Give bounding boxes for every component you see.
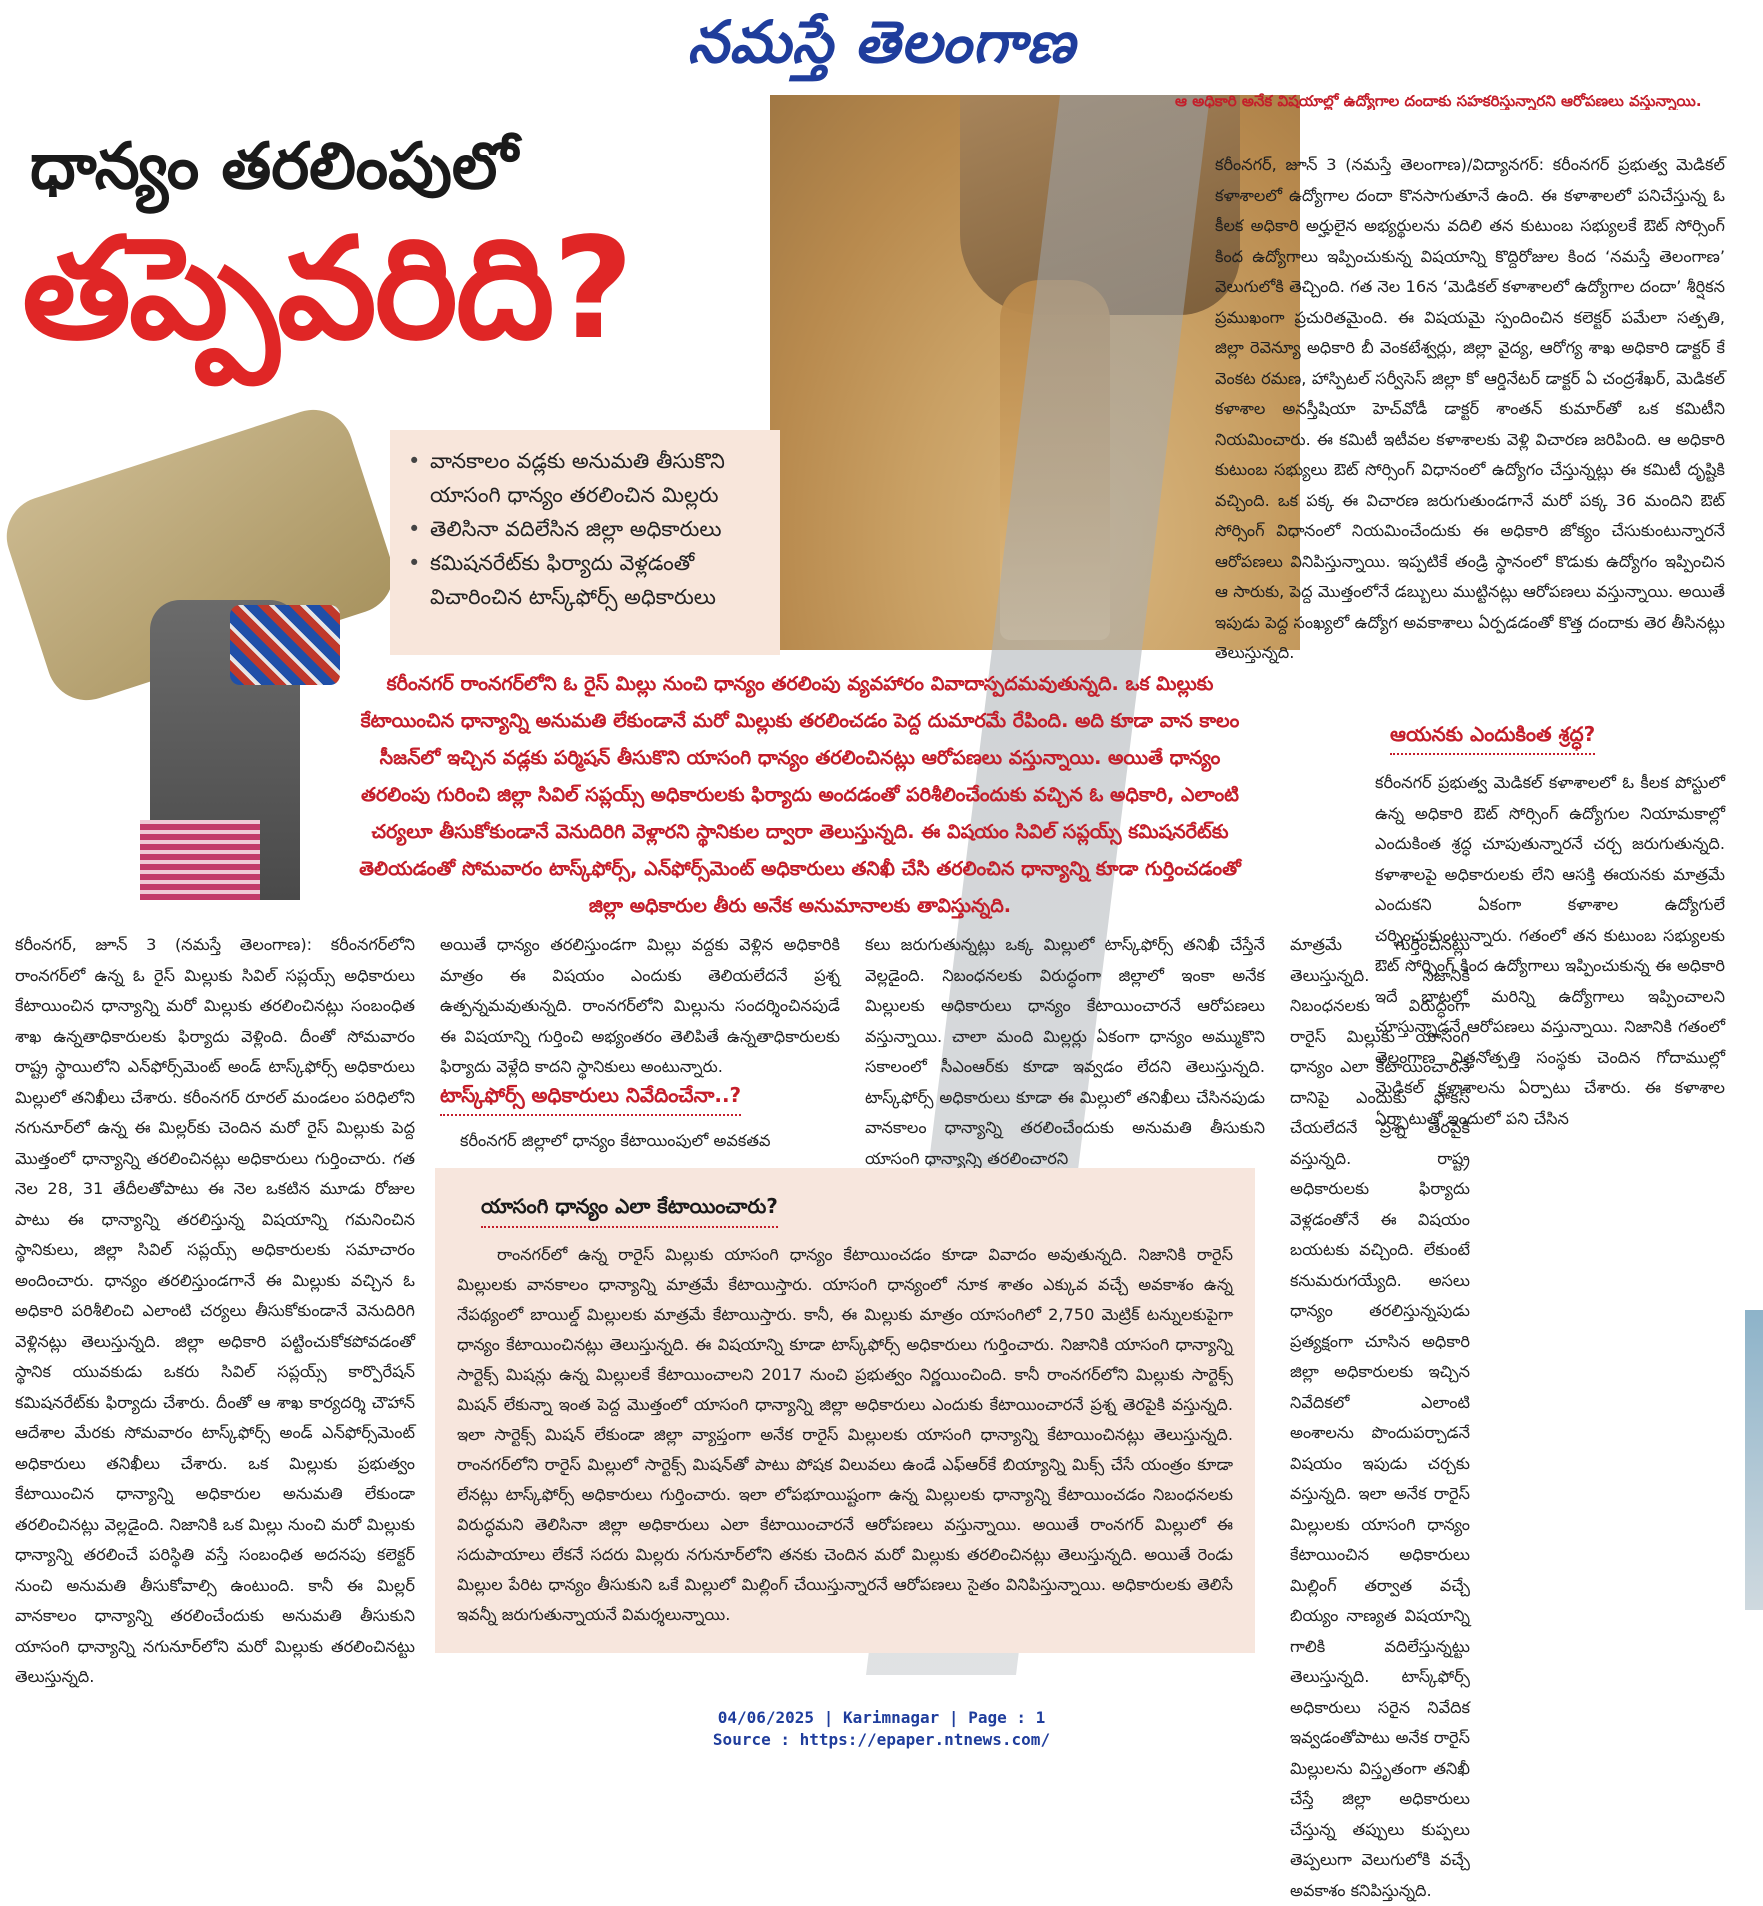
porter-scarf xyxy=(230,605,340,685)
article-column-2-continued: కరీంనగర్ జిల్లాలో ధాన్యం కేటాయింపులో అవకతవ xyxy=(460,1131,771,1150)
highlight-text: కమిషనరేట్‌కు ఫిర్యాదు వెళ్లడంతో విచారించిన టాస్క్‌ఫోర్స్ అధికారులు xyxy=(430,551,716,609)
side-story-body: కరీంనగర్, జూన్ 3 (నమస్తే తెలంగాణ)/విద్యానగర్: కరీంనగర్ ప్రభుత్వ మెడికల్ కళాశాలలో ఉద్యోగాల దందా కొనసాగుతూనే ఉంది. ఈ కళాశాలలో పనిచేస్తున్న ఓ కీలక అధికారి అర్హులైన అభ్యర్థులను వదిలి తన కుటుంబ సభ్యులకే ఔట్ సోర్సింగ్ కింద ఉద్యోగాలు ఇప్పించుకున్న విషయాన్ని కొద్దిరోజుల కింద ‘నమస్తే తెలంగాణ’ వెలుగులోకి తెచ్చింది. గత నెల 16న ‘మెడికల్ కళాశాలలో ఉద్యోగాల దందా’ శీర్షికన ప్రముఖంగా ప్రచురితమైంది. ఈ విషయమై స్పందించిన కలెక్టర్ పమేలా సత్పతి, జిల్లా రెవెన్యూ అధికారి బీ వెంకటేశ్వర్లు, జిల్లా వైద్య, ఆరోగ్య శాఖ అధికారి డాక్టర్ కే వెంకట రమణ, హాస్పిటల్ సర్వీసెస్ జిల్లా కో ఆర్డినేటర్ డాక్టర్ ఏ చంద్రశేఖర్, మెడికల్ కళాశాల అనస్తీషియా హెచ్‌వోడీ డాక్టర్ శాంతన్ కుమార్‌తో ఒక కమిటీని నియమించారు. ఈ కమిటీ ఇటీవల కళాశాలకు వెళ్లి విచారణ జరిపింది. ఆ అధికారి కుటుంబ సభ్యులు ఔట్ సోర్సింగ్ విధానంలో ఉద్యోగం చేస్తున్నట్లు ఈ కమిటీ దృష్టికి వచ్చింది. ఒక పక్క ఈ విచారణ జరుగుతుండగానే మరో పక్క 36 మందిని ఔట్ సోర్సింగ్ విధానంలో నియమించేందుకు ఈ అధికారి జోక్యం చేసుకుంటున్నారనే ఆరోపణలు వినిపిస్తున్నాయి. ఇప్పటికే తండ్రి స్థానంలో కొడుకు ఉద్యోగం ఇప్పించిన ఆ సారుకు, పెద్ద మొత్తంలోనే డబ్బులు ముట్టినట్లు ఆరోపణలు వస్తున్నాయి. అయితే ఇపుడు పెద్ద సంఖ్యలో ఉద్యోగ అవకాశాలు ఏర్పడడంతో కొత్త దందాకు తెర తీసినట్లు తెలుస్తున్నది. xyxy=(1215,155,1725,662)
lede-paragraph: కరీంనగర్ రాంనగర్‌లోని ఓ రైస్ మిల్లు నుంచి ధాన్యం తరలింపు వ్యవహారం వివాదాస్పదమవుతున్నది. ఒక మిల్లుకు కేటాయించిన ధాన్యాన్ని అనుమతి లేకుండానే మరో మిల్లుకు తరలించడం పెద్ద దుమారమే రేపింది. అది కూడా వాన కాలం సీజన్‌లో ఇచ్చిన వడ్లకు పర్మిషన్ తీసుకొని యాసంగి ధాన్యం తరలించినట్లు ఆరోపణలు వస్తున్నాయి. అయితే ధాన్యం తరలింపు గురించి జిల్లా సివిల్ సప్లయ్స్ అధికారులకు ఫిర్యాదు అందడంతో పరిశీలించేందుకు వచ్చిన ఓ అధికారి, ఎలాంటి చర్యలూ తీసుకోకుండానే వెనుదిరిగి వెళ్లారని స్థానికుల ద్వారా తెలుస్తున్నది. ఈ విషయం సివిల్ సప్లయ్స్ కమిషనరేట్‌కు తెలియడంతో సోమవారం టాస్క్‌ఫోర్స్, ఎన్‌ఫోర్స్‌మెంట్ అధికారులు తనిఖీ చేసి తరలించిన ధాన్యాన్ని కూడా గుర్తించడంతో జిల్లా అధికారుల తీరు అనేక అనుమానాలకు తావిస్తున్నది. xyxy=(359,672,1241,917)
clipped-line: ఆ అధికారి అనేక విషయాల్లో ఉద్యోగాల దందాకు సహకరిస్తున్నారని ఆరోపణలు వస్తున్నాయి. xyxy=(1175,92,1702,110)
masthead-logo: నమస్తే తెలంగాణ xyxy=(687,8,1076,76)
highlight-text: తెలిసినా వదిలేసిన జిల్లా అధికారులు xyxy=(430,517,722,541)
bullet-icon: • xyxy=(408,449,421,473)
article-column-1: కరీంనగర్, జూన్ 3 (నమస్తే తెలంగాణ): కరీంనగర్‌లోని రాంనగర్‌లో ఉన్న ఓ రైస్ మిల్లుకు సివిల్ సప్లయ్స్ అధికారులు కేటాయించిన ధాన్యాన్ని మరో మిల్లుకు తరలించినట్లు సంబంధిత శాఖ ఉన్నతాధికారులకు ఫిర్యాదు వెళ్లింది. దీంతో సోమవారం రాష్ట్ర స్థాయిలోని ఎన్‌ఫోర్స్‌మెంట్ అండ్ టాస్క్‌ఫోర్స్ అధికారులు మిల్లులో తనిఖీలు చేశారు. కరీంనగర్ రూరల్ మండలం పరిధిలోని నగునూర్‌లో ఉన్న ఈ మిల్లర్‌కు చెందిన మరో రైస్ మిల్లుకు పెద్ద మొత్తంలో ధాన్యాన్ని తరలించినట్లు అధికారులు గుర్తించారు. గత నెల 28, 31 తేదీలతోపాటు ఈ నెల ఒకటిన మూడు రోజుల పాటు ఈ ధాన్యాన్ని తరలిస్తున్న విషయాన్ని గమనించిన స్థానికులు, జిల్లా సివిల్ సప్లయ్స్ అధికారులకు సమాచారం అందించారు. ధాన్యం తరలిస్తుండగానే ఈ మిల్లుకు వచ్చిన ఓ అధికారి పరిశీలించి ఎలాంటి చర్యలు తీసుకోకుండానే వెనుదిరిగి వెళ్లినట్లు తెలుస్తున్నది. జిల్లా అధికారి పట్టించుకోకపోవడంతో స్థానిక యువకుడు ఒకరు సివిల్ సప్లయ్స్ కార్పొరేషన్ కమిషనరేట్‌కు ఫిర్యాదు చేశారు. దీంతో ఆ శాఖ కార్యదర్శి చౌహాన్ ఆదేశాల మేరకు సోమవారం టాస్క్‌ఫోర్స్ అండ్ ఎన్‌ఫోర్స్‌మెంట్ అధికారులు తనిఖీలు చేశారు. ఒక మిల్లుకు ప్రభుత్వం కేటాయించిన ధాన్యాన్ని అధికారుల అనుమతి లేకుండా తరలించినట్లు వెల్లడైంది. నిజానికి ఒక మిల్లు నుంచి మరో మిల్లుకు ధాన్యాన్ని తరలించే పరిస్థితి వస్తే సంబంధిత అదనపు కలెక్టర్ నుంచి అనుమతి తీసుకోవాల్సి ఉంటుంది. కానీ ఈ మిల్లర్ వానకాలం ధాన్యాన్ని తరలించేందుకు అనుమతి తీసుకుని యాసంగి ధాన్యాన్ని నగునూర్‌లోని మరో మిల్లుకు తరలించినట్టు తెలుస్తున్నది. xyxy=(15,935,415,1686)
article-column-3: కలు జరుగుతున్నట్లు ఒక్క మిల్లులో టాస్క్‌ఫోర్స్ తనిఖీ చేస్తేనే వెల్లడైంది. నిబంధనలకు విరుద్ధంగా జిల్లాలో ఇంకా అనేక మిల్లులకు అధికారులు ధాన్యం కేటాయించారనే ఆరోపణలు వస్తున్నాయి. చాలా మంది మిల్లర్లు ఏకంగా ధాన్యం అమ్ముకొని సకాలంలో సీఎంఆర్‌కు కూడా ఇవ్వడం లేదని తెలుస్తున్నది. టాస్క్‌ఫోర్స్ అధికారులు కూడా ఈ మిల్లులో తనిఖీలు చేసినపుడు వానకాలం ధాన్యాన్ని తరలించేందుకు అనుమతి తీసుకుని యాసంగి ధాన్యాన్ని తరలించారని xyxy=(865,935,1265,1168)
info-box xyxy=(435,1168,1255,1653)
porter-cloth xyxy=(140,820,260,900)
bullet-icon: • xyxy=(408,517,421,541)
main-headline: తప్పెవరిది? xyxy=(22,208,632,371)
highlight-item xyxy=(408,546,762,614)
date-line: 04/06/2025 | Karimnagar | Page : 1 xyxy=(717,1708,1046,1727)
highlight-item xyxy=(408,512,762,546)
source-line: Source : https://epaper.ntnews.com/ xyxy=(712,1730,1051,1749)
side-story-subhead: ఆయనకు ఎందుకింత శ్రద్ధ? xyxy=(1390,722,1595,755)
edge-photo xyxy=(1745,1310,1763,1610)
highlights-box xyxy=(390,430,780,655)
column-subhead: టాస్క్‌ఫోర్స్ అధికారులు నివేదించేనా..? xyxy=(440,1083,741,1116)
bullet-icon: • xyxy=(408,551,421,575)
headline-kicker: ధాన్యం తరలింపులో xyxy=(30,130,518,204)
info-box-title: యాసంగి ధాన్యం ఎలా కేటాయించారు? xyxy=(481,1194,778,1228)
article-column-2: అయితే ధాన్యం తరలిస్తుండగా మిల్లు వద్దకు వెళ్లిన అధికారికి మాత్రం ఈ విషయం ఎందుకు తెలియలేదనే ప్రశ్న ఉత్పన్నమవుతున్నది. రాంనగర్‌లోని మిల్లును సందర్శించినపుడే ఈ విషయాన్ని గుర్తించి అభ్యంతరం తెలిపితే ఉన్నతాధికారులకు ఫిర్యాదు వెళ్లేది కాదని స్థానికులు అంటున్నారు. xyxy=(440,935,840,1076)
highlight-item xyxy=(408,444,762,512)
highlight-text: వానకాలం వడ్లకు అనుమతి తీసుకొని యాసంగి ధాన్యం తరలించిన మిల్లరు xyxy=(430,449,725,507)
article-column-4: మాత్రమే గుర్తించినట్లు తెలుస్తున్నది. నిజానికి నిబంధనలకు విరుద్ధంగా రారైస్ మిల్లుకు యాసంగి ధాన్యం ఎలా కేటాయించారనే దానిపై ఎందుకు ఫోకస్ చేయలేదనే ప్రశ్న తెరపైకి వస్తున్నది. రాష్ట్ర అధికారులకు ఫిర్యాదు వెళ్లడంతోనే ఈ విషయం బయటకు వచ్చింది. లేకుంటే కనుమరుగయ్యేది. అసలు ధాన్యం తరలిస్తున్నపుడు ప్రత్యక్షంగా చూసిన అధికారి జిల్లా అధికారులకు ఇచ్చిన నివేదికలో ఎలాంటి అంశాలను పొందుపర్చాడనే విషయం ఇపుడు చర్చకు వస్తున్నది. ఇలా అనేక రారైస్ మిల్లులకు యాసంగి ధాన్యం కేటాయించిన అధికారులు మిల్లింగ్ తర్వాత వచ్చే బియ్యం నాణ్యత విషయాన్ని గాలికి వదిలేస్తున్నట్టు తెలుస్తున్నది. టాస్క్‌ఫోర్స్ అధికారులు సరైన నివేదిక ఇవ్వడంతోపాటు అనేక రారైస్ మిల్లులను విస్తృతంగా తనిఖీ చేస్తే జిల్లా అధికారులు చేస్తున్న తప్పులు కుప్పలు తెప్పలుగా వెలుగులోకి వచ్చే అవకాశం కనిపిస్తున్నది. xyxy=(1290,935,1470,1900)
info-box-body: రాంనగర్‌లో ఉన్న రారైస్ మిల్లుకు యాసంగి ధాన్యం కేటాయించడం కూడా వివాదం అవుతున్నది. నిజానికి రారైస్ మిల్లులకు వానకాలం ధాన్యాన్ని మాత్రమే కేటాయిస్తారు. యాసంగి ధాన్యంలో నూక శాతం ఎక్కువ వచ్చే అవకాశం ఉన్న నేపథ్యంలో బాయిల్డ్ మిల్లులకు మాత్రమే కేటాయిస్తారు. కానీ, ఈ మిల్లుకు మాత్రం యాసంగిలో 2,750 మెట్రిక్ టన్నులకుపైగా ధాన్యం కేటాయించినట్లు తెలుస్తున్నది. ఈ విషయాన్ని కూడా టాస్క్‌ఫోర్స్ అధికారులు గుర్తించారు. నిజానికి యాసంగి ధాన్యాన్ని సార్టెక్స్ మిషన్లు ఉన్న మిల్లులకే కేటాయించాలని 2017 నుంచి ప్రభుత్వం నిర్ణయించింది. కానీ రాంనగర్‌లోని మిల్లుకు సార్టెక్స్ మిషన్ లేకున్నా ఇంత పెద్ద మొత్తంలో యాసంగి ధాన్యాన్ని జిల్లా అధికారులు ఎందుకు కేటాయించారనే ప్రశ్న తెరపైకి వస్తున్నది. ఇలా సార్టెక్స్ మిషన్ లేకుండా జిల్లా వ్యాప్తంగా అనేక రారైస్ మిల్లులకు యాసంగి ధాన్యాన్ని కేటాయించినట్లు తెలుస్తున్నది. రాంనగర్‌లోని రారైస్ మిల్లులో సార్టెక్స్ మిషన్‌తో పాటు పోషక విలువలు ఉండే ఎఫ్‌ఆర్‌కే బియ్యాన్ని మిక్స్ చేసే యంత్రం కూడా లేనట్లు టాస్క్‌ఫోర్స్ అధికారులు గుర్తించారు. ఇలా లోపభూయిష్టంగా ఉన్న మిల్లులకు ధాన్యాన్ని కేటాయించడం నిబంధనలకు విరుద్ధమని తెలిసినా జిల్లా అధికారులు ఎలా కేటాయించారనే ఆరోపణలు వస్తున్నాయి. అయితే రాంనగర్ మిల్లులో ఈ సదుపాయాలు లేకనే సదరు మిల్లరు నగునూర్‌లోని తనకు చెందిన మరో మిల్లుకు తరలించినట్లు తెలుస్తున్నది. అయితే రెండు మిల్లుల పేరిట ధాన్యం తీసుకుని ఒకే మిల్లులో మిల్లింగ్ చేయిస్తున్నారనే ఆరోపణలు సైతం వినిపిస్తున్నాయి. అధికారులకు తెలిసే ఇవన్నీ జరుగుతున్నాయనే విమర్శలున్నాయి. xyxy=(457,1245,1233,1624)
side-story-body-2: కరీంనగర్ ప్రభుత్వ మెడికల్ కళాశాలలో ఓ కీలక పోస్టులో ఉన్న అధికారి ఔట్ సోర్సింగ్ ఉద్యోగుల నియామకాల్లో ఎందుకింత శ్రద్ధ చూపుతున్నారనే చర్చ జరుగుతున్నది. కళాశాలపై అధికారులకు లేని ఆసక్తి ఈయనకు మాత్రమే ఎందుకని ఏకంగా కళాశాల ఉద్యోగులే చర్చించుకుంటున్నారు. గతంలో తన కుటుంబ సభ్యులకు ఔట్ సోర్సింగ్ కింద ఉద్యోగాలు ఇప్పించుకున్న ఈ అధికారి ఇదే బాటలో మరిన్ని ఉద్యోగాలు ఇప్పించాలని చూస్తున్నాడనే ఆరోపణలు వస్తున్నాయి. నిజానికి గతంలో తెలంగాణ విత్తనోత్పత్తి సంస్థకు చెందిన గోదాముల్లో మెడికల్ కళాశాలను ఏర్పాటు చేశారు. ఈ కళాశాల ఏర్పాటుతో ఇందులో పని చేసిన xyxy=(1375,773,1725,1128)
